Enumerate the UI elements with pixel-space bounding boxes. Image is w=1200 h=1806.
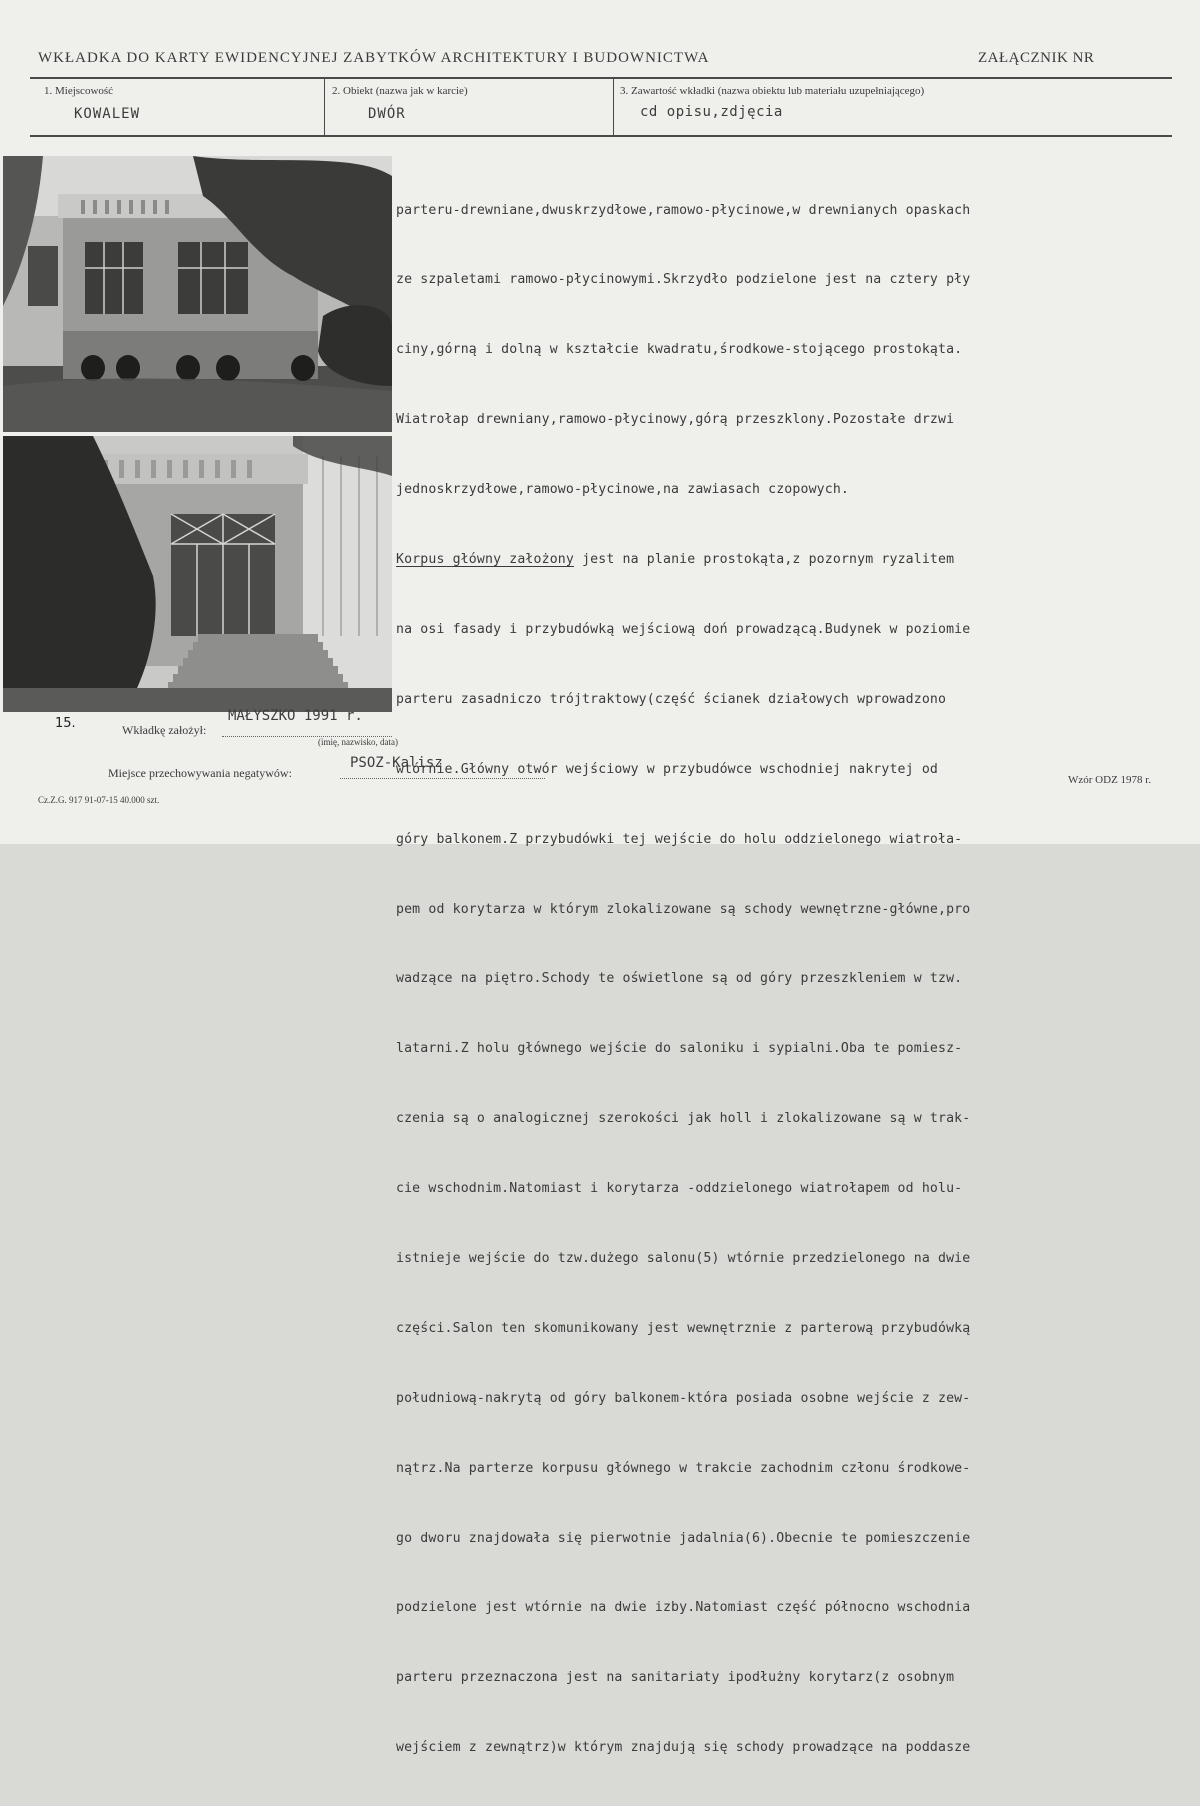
form-model: Wzór ODZ 1978 r.: [1068, 774, 1152, 786]
author-label: Wkładkę założył:: [122, 723, 207, 737]
text-line: pem od korytarza w którym zlokalizowane są schody wewnętrzne-główne,pro: [396, 901, 971, 917]
text-line: parteru-drewniane,dwuskrzydłowe,ramowo-płycinowe,w drewnianych opaskach: [396, 202, 971, 218]
field-label-contents: 3. Zawartość wkładki (nazwa obiektu lub materiału uzupełniającego): [620, 85, 925, 97]
text-line: ciny,górną i dolną w kształcie kwadratu,środkowe-stojącego prostokąta.: [396, 342, 963, 358]
page-number: 15.: [55, 716, 76, 731]
author-hint: (imię, nazwisko, data): [318, 737, 398, 747]
text-line: parteru zasadniczo trójtraktowy(część ścianek działowych wprowadzono: [396, 691, 947, 707]
text-line: cie wschodnim.Natomiast i korytarza -oddzielonego wiatrołapem od holu-: [396, 1181, 963, 1197]
header-rule-top: [30, 77, 1172, 79]
text-line: jednoskrzydłowe,ramowo-płycinowe,na zawiasach czopowych.: [396, 482, 850, 498]
text-line: latarni.Z holu głównego wejście do saloniku i sypialni.Oba te pomiesz-: [396, 1041, 963, 1057]
description-text: [396, 152, 1176, 1806]
text-line: czenia są o analogicznej szerokości jak holl i zlokalizowane są w trak-: [396, 1111, 971, 1127]
form-title: WKŁADKA DO KARTY EWIDENCYJNEJ ZABYTKÓW ARCHITEKTURY I BUDOWNICTWA: [38, 50, 710, 66]
text-line: podzielone jest wtórnie na dwie izby.Natomiast część północno wschodnia: [396, 1600, 971, 1616]
negatives-dotted-line: [340, 778, 545, 779]
field-value-place: KOWALEW: [74, 106, 141, 122]
text-line: ze szpaletami ramowo-płycinowymi.Skrzydło podzielone jest na cztery pły: [396, 272, 971, 288]
text-line: na osi fasady i przybudówką wejściową doń prowadzącą.Budynek w poziomie: [396, 621, 971, 637]
text-line: go dworu znajdowała się pierwotnie jadalnia(6).Obecnie te pomieszczenie: [396, 1530, 971, 1546]
text-line: nątrz.Na parterze korpusu głównego w trakcie zachodnim członu środkowe-: [396, 1460, 971, 1476]
underlined-heading: Korpus główny założony: [396, 552, 574, 568]
text-line: wtórnie.Główny otwór wejściowy w przybudówce wschodniej nakrytej od: [396, 761, 938, 777]
text-line: wadzące na piętro.Schody te oświetlone są od góry przeszkleniem w tzw.: [396, 971, 963, 987]
field-value-contents: cd opisu,zdjęcia: [640, 104, 783, 120]
field-divider-1: [324, 79, 325, 135]
field-divider-2: [613, 79, 614, 135]
photo-entrance-stairs: [3, 436, 392, 712]
field-value-object: DWÓR: [368, 106, 406, 122]
author-value: MAŁYSZKO 1991 r.: [228, 708, 363, 724]
print-code: Cz.Z.G. 917 91-07-15 40.000 szt.: [38, 795, 160, 805]
header-rule-bottom: [30, 135, 1172, 137]
text-line: Wiatrołap drewniany,ramowo-płycinowy,górą przeszklony.Pozostałe drzwi: [396, 412, 955, 428]
text-line: parteru przeznaczona jest na sanitariaty ipodłużny korytarz(z osobnym: [396, 1670, 955, 1686]
annex-label: ZAŁĄCZNIK NR: [978, 50, 1095, 66]
text-line: wejściem z zewnątrz)w którym znajdują się schody prowadzące na poddasze: [396, 1740, 971, 1756]
text-line-with-heading: [396, 548, 1176, 571]
photo-manor-veranda: [3, 156, 392, 432]
field-label-object: 2. Obiekt (nazwa jak w karcie): [332, 85, 468, 97]
field-label-place: 1. Miejscowość: [44, 85, 114, 97]
negatives-label: Miejsce przechowywania negatywów:: [108, 766, 292, 780]
text-line: części.Salon ten skomunikowany jest wewnętrznie z parterową przybudówką: [396, 1320, 971, 1336]
negatives-value: PSOZ-Kalisz: [350, 755, 443, 771]
text-line: istnieje wejście do tzw.dużego salonu(5) wtórnie przedzielonego na dwie: [396, 1250, 971, 1266]
text-line: góry balkonem.Z przybudówki tej wejście do holu oddzielonego wiatroła-: [396, 831, 963, 847]
text-line: południową-nakrytą od góry balkonem-która posiada osobne wejście z zew-: [396, 1390, 971, 1406]
text-line-rest: jest na planie prostokąta,z pozornym ryzalitem: [582, 552, 955, 568]
